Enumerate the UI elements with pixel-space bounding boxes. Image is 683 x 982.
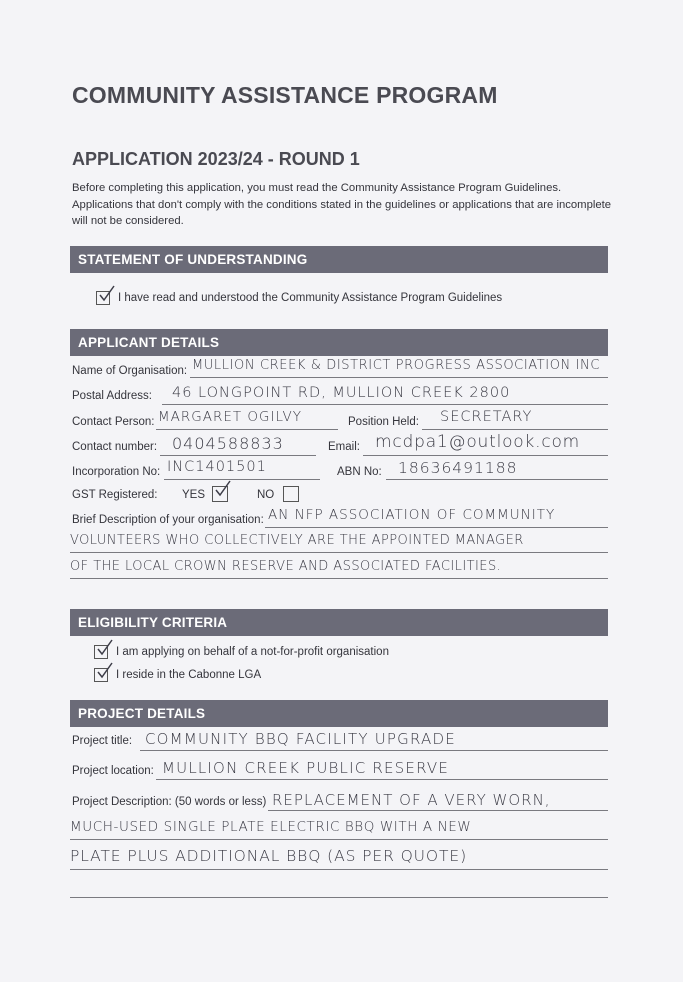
contact-number-line <box>160 455 316 456</box>
project-description-line-1 <box>268 810 608 811</box>
org-description-value-3[interactable]: OF THE LOCAL CROWN RESERVE AND ASSOCIATED FACILITIES. <box>70 559 502 574</box>
project-title-value[interactable]: COMMUNITY BBQ FACILITY UPGRADE <box>145 730 456 748</box>
incorporation-no-value[interactable]: INC1401501 <box>167 459 267 475</box>
project-title-line <box>140 750 608 751</box>
incorporation-no-label: Incorporation No: <box>72 466 161 478</box>
contact-person-line <box>156 429 338 430</box>
project-location-label: Project location: <box>72 765 154 777</box>
section-heading-project: PROJECT DETAILS <box>70 700 608 727</box>
eligibility-checkbox-nfp[interactable] <box>94 645 108 659</box>
eligibility-item-nfp[interactable] <box>94 645 389 659</box>
checkmark-icon <box>96 639 114 657</box>
project-title-label: Project title: <box>72 735 133 747</box>
project-description-line-4 <box>70 897 608 898</box>
checkmark-icon <box>96 662 114 680</box>
position-held-label: Position Held: <box>348 416 419 428</box>
project-description-line-3 <box>70 869 608 870</box>
postal-address-line <box>162 404 608 405</box>
page-title: COMMUNITY ASSISTANCE PROGRAM <box>72 82 498 108</box>
abn-no-label: ABN No: <box>337 466 382 478</box>
email-value[interactable]: mcdpa1@outlook.com <box>375 432 581 452</box>
gst-registered-label: GST Registered: <box>72 489 158 501</box>
gst-no-label: NO <box>257 489 275 501</box>
postal-address-value[interactable]: 46 LONGPOINT RD, MULLION CREEK 2800 <box>172 385 511 401</box>
incorporation-no-line <box>164 479 320 480</box>
intro-text: Before completing this application, you must read the Community Assistance Program Guidelines. Applications that don't comply with the conditions stated in the guidelines or applications that are incomplete will not be considered. <box>72 182 612 227</box>
checkmark-icon <box>98 285 116 303</box>
eligibility-checkbox-lga[interactable] <box>94 668 108 682</box>
project-description-label: Project Description: (50 words or less) <box>72 796 267 808</box>
email-label: Email: <box>328 441 360 453</box>
contact-person-value[interactable]: MARGARET OGILVY <box>158 409 302 425</box>
gst-yes-label: YES <box>182 489 206 501</box>
section-heading-eligibility: ELIGIBILITY CRITERIA <box>70 609 608 636</box>
statement-checkbox-row[interactable] <box>96 291 502 305</box>
postal-address-label: Postal Address: <box>72 390 152 402</box>
eligibility-label-lga: I reside in the Cabonne LGA <box>116 669 262 681</box>
project-location-value[interactable]: MULLION CREEK PUBLIC RESERVE <box>162 759 450 777</box>
org-name-value[interactable]: MULLION CREEK & DISTRICT PROGRESS ASSOCIATION INC <box>192 358 601 373</box>
eligibility-item-lga[interactable] <box>94 668 261 682</box>
org-description-line-1 <box>265 527 608 528</box>
project-description-value-3[interactable]: PLATE PLUS ADDITIONAL BBQ (AS PER QUOTE) <box>70 847 468 865</box>
org-description-value-2[interactable]: VOLUNTEERS WHO COLLECTIVELY ARE THE APPOINTED MANAGER <box>70 533 524 548</box>
contact-number-value[interactable]: 0404588833 <box>172 434 284 453</box>
statement-checkbox-label: I have read and understood the Community Assistance Program Guidelines <box>118 292 503 304</box>
project-description-line-2 <box>70 839 608 840</box>
project-location-line <box>156 779 608 780</box>
gst-yes-checkbox[interactable] <box>212 486 228 502</box>
contact-person-label: Contact Person: <box>72 416 155 428</box>
section-heading-applicant: APPLICANT DETAILS <box>70 329 608 356</box>
position-held-value[interactable]: SECRETARY <box>440 409 533 425</box>
gst-no-checkbox[interactable] <box>283 486 299 502</box>
email-line <box>363 455 608 456</box>
eligibility-label-nfp: I am applying on behalf of a not-for-profit organisation <box>116 646 389 658</box>
org-description-line-2 <box>70 552 608 553</box>
abn-no-value[interactable]: 18636491188 <box>398 459 518 477</box>
page-subtitle: APPLICATION 2023/24 - ROUND 1 <box>72 149 360 169</box>
org-description-value-1[interactable]: AN NFP ASSOCIATION OF COMMUNITY <box>268 507 556 523</box>
org-name-line <box>190 377 608 378</box>
org-description-label: Brief Description of your organisation: <box>72 514 264 526</box>
abn-no-line <box>386 479 608 480</box>
position-held-line <box>422 429 608 430</box>
project-description-value-2[interactable]: MUCH-USED SINGLE PLATE ELECTRIC BBQ WITH A NEW <box>70 819 472 835</box>
contact-number-label: Contact number: <box>72 441 158 453</box>
checkmark-icon <box>214 480 232 498</box>
org-description-line-3 <box>70 578 608 579</box>
org-name-label: Name of Organisation: <box>72 365 188 377</box>
section-heading-statement: STATEMENT OF UNDERSTANDING <box>70 246 608 273</box>
statement-checkbox[interactable] <box>96 291 110 305</box>
project-description-value-1[interactable]: REPLACEMENT OF A VERY WORN, <box>272 791 551 809</box>
